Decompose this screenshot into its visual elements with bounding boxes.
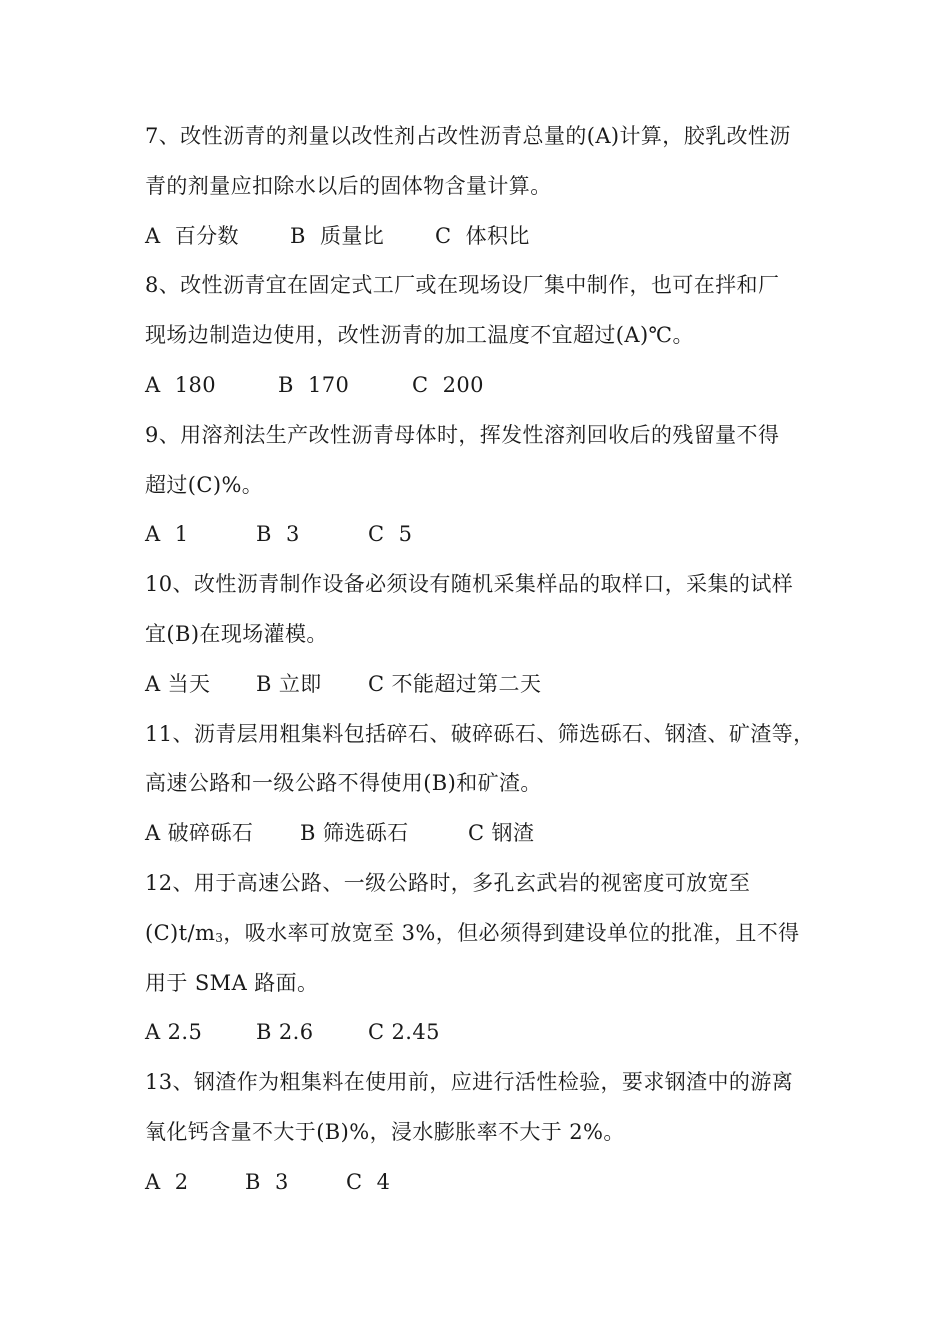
- question-7-line-1: 7、改性沥青的剂量以改性剂占改性沥青总量的(A)计算，胶乳改性沥: [145, 124, 791, 148]
- question-7-options: [145, 212, 815, 262]
- option-c: C 200: [412, 372, 484, 397]
- option-b: B 立即: [256, 671, 322, 696]
- question-7-line-2: 青的剂量应扣除水以后的固体物含量计算。: [145, 173, 552, 198]
- question-12-line-2-start: (C)t/m: [145, 920, 216, 945]
- option-c: C 5: [368, 522, 413, 547]
- question-9-line-2: 超过(C)%。: [145, 472, 264, 497]
- question-13-line-1: 13、钢渣作为粗集料在使用前，应进行活性检验，要求钢渣中的游离: [145, 1070, 794, 1095]
- option-a: A 破碎砾石: [145, 821, 254, 846]
- question-10-line-1: 10、改性沥青制作设备必须设有随机采集样品的取样口，采集的试样: [145, 572, 794, 597]
- question-11-options: [145, 809, 815, 859]
- option-b: B 筛选砾石: [300, 821, 409, 846]
- option-c: C 4: [346, 1169, 391, 1194]
- option-b: B 3: [256, 522, 300, 547]
- question-9-line-1: 9、用溶剂法生产改性沥青母体时，挥发性溶剂回收后的残留量不得: [145, 422, 780, 447]
- question-8-line-1: 8、改性沥青宜在固定式工厂或在现场设厂集中制作，也可在拌和厂: [145, 273, 780, 298]
- option-c: C 2.45: [368, 1020, 440, 1045]
- option-a: A 当天: [145, 671, 211, 696]
- question-list: [145, 112, 815, 1208]
- option-c: C 体积比: [435, 223, 530, 248]
- question-12-line-1: 12、用于高速公路、一级公路时，多孔玄武岩的视密度可放宽至: [145, 870, 751, 895]
- option-b: B 3: [245, 1169, 289, 1194]
- unit-exponent: 3: [215, 930, 224, 945]
- option-a: A 百分数: [145, 223, 239, 248]
- question-8-line-2: 现场边制造边使用，改性沥青的加工温度不宜超过(A)℃。: [145, 323, 694, 348]
- question-10-line-2: 宜(B)在现场灌模。: [145, 621, 328, 646]
- option-a: A 2.5: [145, 1020, 203, 1045]
- question-10-options: [145, 660, 815, 710]
- option-b: B 质量比: [290, 223, 385, 248]
- question-13-line-2: 氧化钙含量不大于(B)%，浸水膨胀率不大于 2%。: [145, 1119, 625, 1144]
- question-12-line-3: 用于 SMA 路面。: [145, 970, 319, 995]
- option-a: A 2: [145, 1169, 189, 1194]
- question-11-line-1: 11、沥青层用粗集料包括碎石、破碎砾石、筛选砾石、钢渣、矿渣等，: [145, 721, 815, 746]
- option-c: C 钢渣: [468, 821, 535, 846]
- question-11-line-2: 高速公路和一级公路不得使用(B)和矿渣。: [145, 771, 542, 796]
- question-12-line-2: [145, 909, 815, 959]
- question-9-options: [145, 510, 815, 560]
- option-c: C 不能超过第二天: [368, 671, 542, 696]
- option-b: B 170: [278, 372, 350, 397]
- question-8-options: [145, 361, 815, 411]
- question-13-options: [145, 1158, 815, 1208]
- question-12-options: [145, 1008, 815, 1058]
- question-12-line-2-rest: ，吸水率可放宽至 3%，但必须得到建设单位的批准，且不得: [223, 920, 800, 945]
- option-a: A 180: [145, 372, 216, 397]
- option-b: B 2.6: [256, 1020, 314, 1045]
- option-a: A 1: [145, 522, 189, 547]
